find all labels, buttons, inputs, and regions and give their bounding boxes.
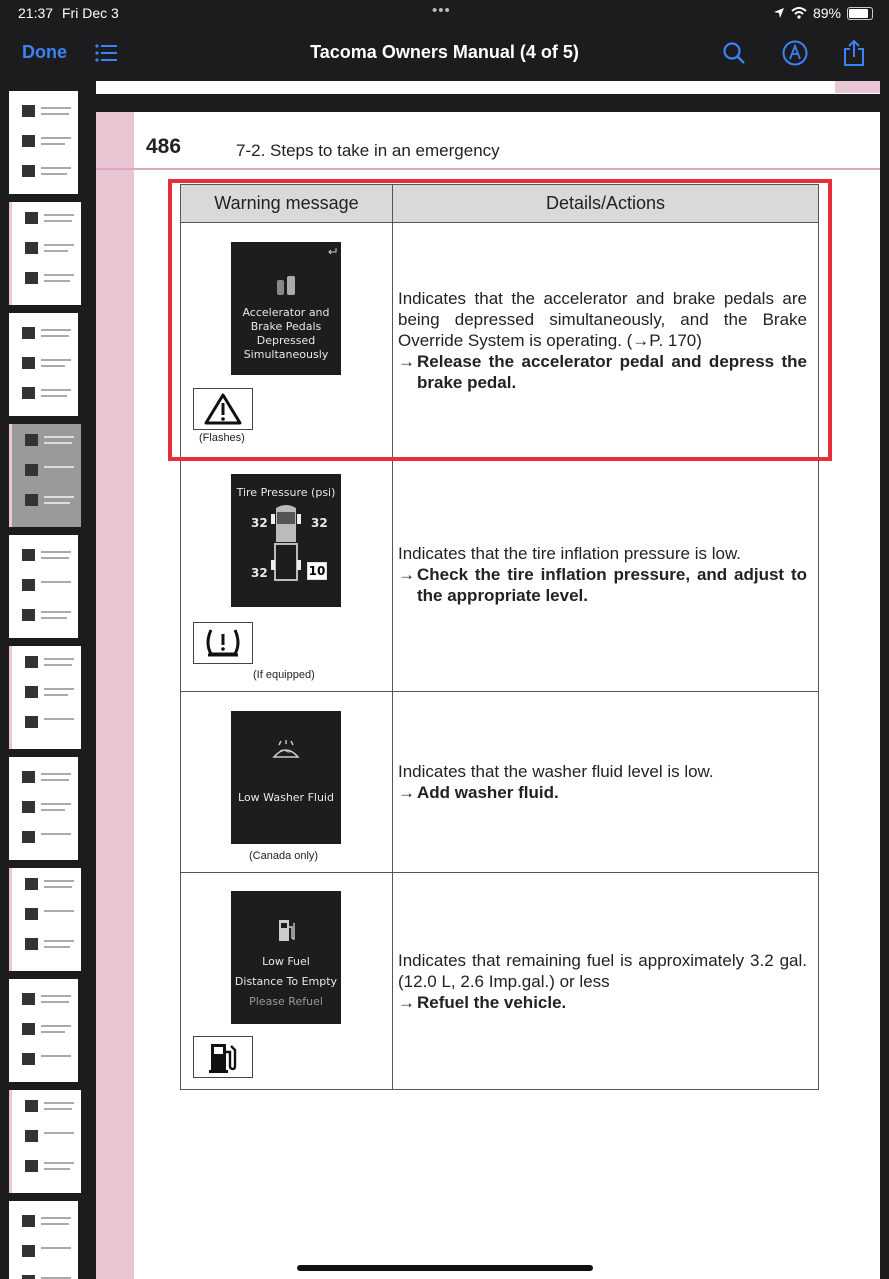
multitasking-dots-icon[interactable]: •••: [432, 2, 451, 19]
details-cell: [393, 458, 819, 692]
arrow-icon: →: [398, 351, 415, 371]
warning-cell: [181, 692, 393, 873]
header-warning-message: Warning message: [181, 185, 393, 223]
wifi-icon: [791, 7, 807, 19]
page-thumbnail[interactable]: [9, 757, 78, 860]
header-details-actions: Details/Actions: [393, 185, 819, 223]
thumbnail-sidebar[interactable]: [0, 81, 86, 1279]
display-screen: [231, 242, 341, 375]
location-icon: [773, 7, 785, 19]
table-header: [181, 185, 819, 223]
warning-cell: [181, 223, 393, 458]
home-indicator[interactable]: [297, 1265, 593, 1271]
page-thumbnail[interactable]: [9, 1090, 81, 1193]
display-screen: [231, 474, 341, 607]
action-line: [398, 351, 807, 393]
warning-cell: [181, 873, 393, 1090]
page-side-strip: [96, 112, 134, 1279]
action-text: Refuel the vehicle.: [417, 992, 567, 1012]
table-row: [181, 458, 819, 692]
tire-value-rear-right: 10: [308, 564, 326, 578]
truck-top-view-icon: [270, 502, 302, 584]
table-row: [181, 873, 819, 1090]
fuel-pump-icon: [193, 1036, 253, 1078]
pedals-icon: [273, 272, 299, 298]
page-thumbnail[interactable]: [9, 535, 78, 638]
details-cell: [393, 692, 819, 873]
page-thumbnail[interactable]: [9, 1201, 78, 1279]
nav-bar: [0, 26, 889, 81]
document-page: [96, 112, 880, 1279]
share-icon[interactable]: [839, 38, 869, 68]
page-thumbnail[interactable]: [9, 646, 81, 749]
display-screen: [231, 891, 341, 1024]
status-right: [773, 5, 873, 21]
markup-icon[interactable]: [780, 38, 810, 68]
previous-page-edge: [96, 81, 880, 94]
screen-line: Please Refuel: [249, 995, 323, 1008]
fuel-pump-screen-icon: [278, 917, 296, 943]
warning-cell: [181, 458, 393, 692]
battery-icon: [847, 7, 873, 20]
page-thumbnail-current[interactable]: [9, 424, 81, 527]
page-thumbnail[interactable]: [9, 979, 78, 1082]
page-thumbnail[interactable]: [9, 202, 81, 305]
details-text: Indicates that the tire inflation pressure is low.: [398, 544, 742, 563]
return-icon: [327, 247, 337, 255]
page-thumbnail[interactable]: [9, 868, 81, 971]
arrow-icon: →: [398, 783, 415, 802]
arrow-icon: →: [398, 992, 415, 1012]
action-line: [398, 564, 807, 606]
tire-pressure-icon: [193, 622, 253, 664]
note-text: (Canada only): [249, 850, 319, 862]
action-text: Add washer fluid.: [417, 783, 559, 802]
battery-percent: 89%: [812, 5, 841, 21]
status-time: 21:37: [18, 5, 54, 21]
section-title: 7-2. Steps to take in an emergency: [236, 141, 500, 160]
details-text: Indicates that remaining fuel is approximately 3.2 gal. (12.0 L, 2.6 Imp.gal.) or less: [398, 950, 807, 991]
details-text: Indicates that the accelerator and brake pedals are being depressed simultaneously, and the Brake Override System is operating. (→P. 170): [398, 288, 807, 350]
action-line: [398, 782, 807, 803]
screen-line: Brake Pedals: [250, 320, 322, 333]
note-text: (If equipped): [253, 669, 315, 681]
status-date: Fri Dec 3: [62, 5, 119, 21]
header-rule: [96, 168, 880, 170]
screen-line: Low Fuel: [262, 955, 310, 968]
arrow-icon: →: [398, 565, 415, 584]
screen-line: Accelerator and: [242, 306, 330, 319]
tire-value-rear-left: 32: [251, 566, 268, 580]
search-icon[interactable]: [719, 38, 749, 68]
action-line: [398, 992, 807, 1013]
display-screen: [231, 711, 341, 844]
tire-value-front-right: 32: [311, 516, 328, 530]
note-text: (Flashes): [199, 432, 245, 444]
page-number: 486: [146, 135, 182, 158]
table-row: [181, 223, 819, 458]
warning-table: [180, 184, 819, 1090]
details-cell: [393, 223, 819, 458]
document-title: Tacoma Owners Manual (4 of 5): [310, 42, 579, 62]
screen-line: Simultaneously: [243, 348, 329, 361]
screen-line: Low Washer Fluid: [238, 791, 334, 804]
details-text: Indicates that the washer fluid level is low.: [398, 762, 714, 781]
page-thumbnail[interactable]: [9, 91, 78, 194]
action-text: Check the tire inflation pressure, and adjust to the appropriate level.: [417, 565, 807, 605]
action-text: Release the accelerator pedal and depress the brake pedal.: [417, 351, 807, 392]
tire-value-front-left: 32: [251, 516, 268, 530]
screen-line: Distance To Empty: [234, 975, 338, 988]
washer-fluid-icon: [271, 739, 301, 761]
screen-line: Depressed: [256, 334, 316, 347]
screen-title: Tire Pressure (psi): [236, 486, 336, 499]
warning-triangle-icon: [193, 388, 253, 430]
done-button[interactable]: Done: [22, 42, 67, 62]
details-cell: [393, 873, 819, 1090]
page-thumbnail[interactable]: [9, 313, 78, 416]
status-bar: [0, 0, 889, 26]
table-row: [181, 692, 819, 873]
